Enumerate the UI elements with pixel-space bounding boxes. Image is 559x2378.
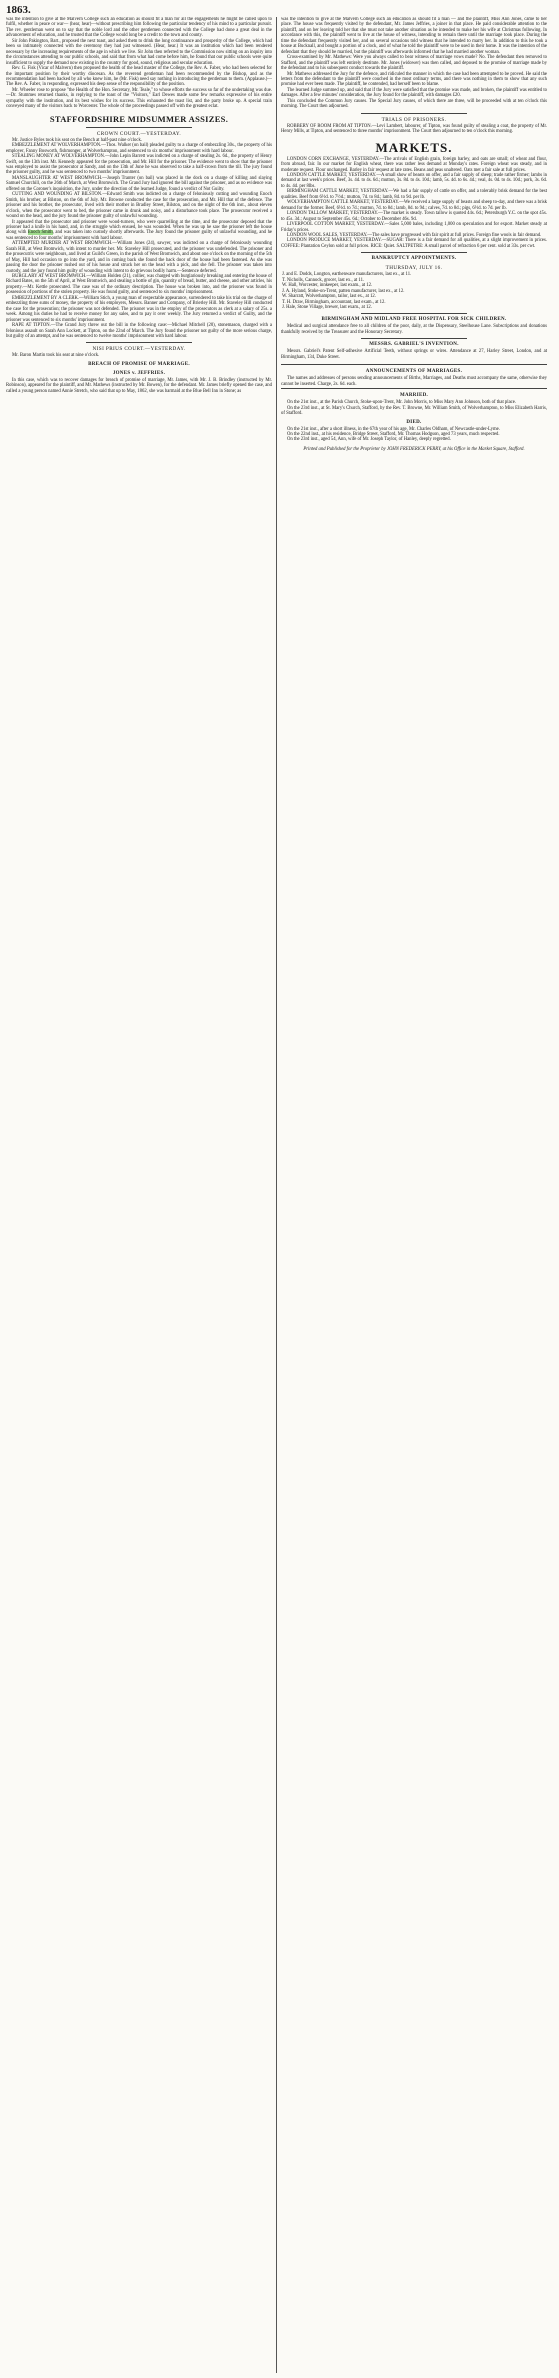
list-item: T. H. Draw, Birmingham, accountant, last exam., at 12. xyxy=(282,299,386,305)
court-case: BURGLARY AT WEST BROMWICH.—William Holden (21), collier, was charged with burglariously breaking and entering the house of Richard Bates, on the 5th of April, at West Bromwich, and stealing a bottle of gin, quantity of bread, butter, and cheese, and other articles, his property.—Mr. Kettle prosecuted. The case was of the ordinary description. The house was broken into, and the prisoner was found in possession of portions of the stolen property. He was found guilty, and sentenced to six months' imprisonment. xyxy=(6,274,272,296)
market-report: WOLVERHAMPTON CATTLE MARKET, YESTERDAY.—We received a large supply of beasts and sheep to-day, and there was a brisk demand for the former. Beef, 6½d. to 7d.; mutton, 7d. to 8d.; lamb, 8d. to 9d.; calves, 7d. to 8d.; pigs, 6½d. to 7d. per lb. xyxy=(281,200,547,211)
bankruptcy-heading: BANKRUPTCY APPOINTMENTS. xyxy=(371,256,457,262)
list-item: J. Hale, Stone Village, brewer, last exam., at 12. xyxy=(282,305,372,311)
divider xyxy=(86,127,192,128)
market-report: LONDON CORN EXCHANGE, YESTERDAY.—The arrivals of English grain, foreign barley, and oats are small; of wheat and flour, from abroad, fair. In our market for English wheat, there was rather less demand at Monday's rates. Foreign wheat was steady, and in moderate request. Flour unchanged. Barley in fair request at late rates. Beans and peas unaltered. Oats met a fair sale at full prices. xyxy=(281,156,547,173)
article-paragraph: Rev. G. Fisk (Vicar of Malvern) then proposed the health of the head master of the College, the Rev. A. Faber, who had been selected for the important position by their worthy diocesan. As the reverend gentleman had been recommended by the Bishop, and as the recommendation had been backed by all who knew him, he (Mr. Fisk) need say nothing in introducing the gentleman to them. (Applause.)—The Rev. A. Faber, in responding, expressed his deep sense of the responsibility of the position. xyxy=(6,66,272,88)
article-paragraph: This concluded the Common Jury causes. The Special Jury causes, of which there are three, will be proceeded with at ten o'clock this morning. The Court then adjourned. xyxy=(281,98,547,110)
case-text: It appeared that the prosecutor and prisoner were wood-turners, who were quarrelling at the time, and the prosecutor deposed that the prisoner had a knife in his hand, and, in the struggle which ensued, he was wounded. When he was up he saw the prisoner left the house along with xyxy=(6,219,272,236)
article-paragraph: was the intention to give at the Malvern College such an education as should fit a man — and the plaintiff, Miss Ann Jones, came to her place. The house was frequently visited by the defendant, Mr. James Jeffries, a joiner in that place. He paid considerable attention to the plaintiff, and on her leaving told her that she must not take another situation as he intended to make her his wife at Christmas following. In accordance with this, the plaintiff went to live at the house of witness, intending to remain there until the marriage took place. During the time the defendant frequently visited her, and on several occasions told witness that he intended to marry her. In addition to this he took a house at Bucknall, and bought a portion of a clock, and of what he told the plaintiff were to be used in their home. It was the intention of the defendant that they should be married, but the plaintiff was afterwards informed that he had married another woman. xyxy=(281,17,547,55)
market-report: LONDON TALLOW MARKET, YESTERDAY.—The market is steady. Town tallow is quoted 44s. 6d.; Petersburgh Y.C. on the spot 45s. to 45s. 3d.; August to September 45s. 6d.; October to December 46s. 9d. xyxy=(281,211,547,222)
divider xyxy=(361,252,467,253)
court-case: CUTTING AND WOUNDING AT BILSTON.—Edward Smith was indicted on a charge of feloniously cutting and wounding Enoch Smith, his brother, at Bilston, on the 6th of July. Mr. Browne conducted the case for the prosecution, and Mr. Hill that of the defence. The prisoner and his brother, the prosecutor, lived with their mother in Bradley Street, Bilston, and on the night of the 6th inst., about eleven o'clock, when the prosecutor went to bed, the prisoner came in drunk and noisy, and a disturbance took place. The prosecutor received a wound on the head, and the jury found the prisoner guilty of unlawful wounding. xyxy=(6,192,272,220)
market-report: LONDON WOOL SALES, YESTERDAY.—The sales have progressed with fair spirit at full prices. Foreign fine wools in fair demand. xyxy=(287,232,542,238)
court-case: MANSLAUGHTER AT WEST BROMWICH.—Joseph Tranter (on bail) was placed in the dock on a charge of killing and slaying Samuel Churchill, on the 26th of March, at West Bromwich. The Grand Jury had ignored the bill against the prisoner, and as no evidence was offered on the Coroner's inquisition, the Jury, under the direction of the learned Judge, found a verdict of Not Guilty. xyxy=(6,175,272,192)
notice-item: On the 23rd inst., at St. Mary's Church, Stafford, by the Rev. T. Browne, Mr. William Smith, of Wolverhampton, to Miss Elizabeth Harris, of Stafford. xyxy=(281,405,547,417)
court-case: ATTEMPTED MURDER AT WEST BROMWICH.—William Jones (24), sawyer, was indicted on a charge of feloniously wounding Sarah Hill, at West Bromwich, with intent to murder her. Mr. Staveley Hill prosecuted, and the prisoner was undefended. The prisoner and the prosecutrix were neighbours, and lived at Guild's Green, in the parish of West Bromwich, and about one o'clock on the morning of the 5th of May, Hill had occasion to go into the yard, and in coming back she found the back door of the house had been fastened. As she was passing the door the prisoner rushed out of his house and struck her on the head with a pick, and she fell. The prisoner was taken into custody, and the jury found him guilty of wounding with intent to do grievous bodily harm.—Sentence deferred. xyxy=(6,241,272,274)
section-heading-staffordshire-assizes: STAFFORDSHIRE MIDSUMMER ASSIZES. xyxy=(49,113,229,124)
notice-item: On the 22nd inst., at his residence, Bridge Street, Stafford, Mr. Thomas Hodgson, aged 73 years, much respected. xyxy=(287,432,500,438)
article-paragraph: The learned Judge summed up, and said that if the Jury were satisfied that the promise was made, and broken, the plaintiff was entitled to damages. After a few minutes' consideration, the Jury found for the plaintiff, with damages £20. xyxy=(281,87,547,99)
right-column xyxy=(277,17,547,2373)
columns xyxy=(6,17,553,2373)
announcement-box xyxy=(281,364,547,389)
court-intro: Mr. Baron Martin took his seat at nine o'clock. xyxy=(12,353,100,359)
list-item: J. A. Hyland, Stoke-on-Trent, patten manufacturer, last ex., at 12. xyxy=(282,288,405,294)
notice-item: On the 23rd inst., aged 54, Ann, wife of Mr. Joseph Taylor, of Hanley, deeply regretted. xyxy=(287,437,451,443)
page-year: 1863. xyxy=(6,4,31,16)
case-parties: JONES v. JEFFRIES. xyxy=(112,370,166,376)
married-heading: MARRIED. xyxy=(399,393,429,399)
notice-item: On the 21st inst., at the Parish Church, Stoke-upon-Trent, Mr. John Morris, to Miss Mary Ann Johnson, both of that place. xyxy=(287,400,516,406)
section-heading-markets: MARKETS. xyxy=(375,139,453,155)
announcement-heading: ANNOUNCEMENTS OF MARRIAGES. xyxy=(365,369,463,375)
left-column xyxy=(6,17,276,2373)
list-item: W. Hall, Worcester, innkeeper, last exam., at 12. xyxy=(282,283,373,289)
highlighted-name: Enoch Smith xyxy=(27,230,53,236)
article-paragraph: Mr. Wheeler rose to propose "the Health of the Hon. Secretary, Mr. Teale," to whose efforts the success so far of the undertaking was due.—Dr. Stummes returned thanks, in replying to the toast of the "Visitors," Earl Dewes made some few remarks expressive of his entire sympathy with the institution, and its best wishes for its success. This exhausted the toast list, and the party broke up. A special train conveyed many of the visitors back to Worcester. The whole of the proceedings passed off with the greatest eclat. xyxy=(6,87,272,110)
article-paragraph: Sir John Pakington, Bart., proposed the next toast, and asked them to drink the long continuance and prosperity of the College, which had been so intimately connected with the ceremony they had just witnessed. (Hear, hear.) It was an institution which had been rendered necessary by the increasing requirements of the age in which we live. Sir John then referred to the Commission now sitting on an inquiry into the circumstances attending to our public schools, and said that from what had come before him, he found that our public schools were quite insufficient to supply the demand now existing in the country for good, sound, religious and secular education. xyxy=(6,38,272,66)
divider xyxy=(361,338,467,339)
subheading-trials: TRIALS OF PRISONERS. xyxy=(381,116,447,123)
bankruptcy-date: THURSDAY, JULY 16. xyxy=(385,265,443,272)
market-report: LONDON PRODUCE MARKET, YESTERDAY.—SUGAR: There is a fair demand for all qualities, at a slight improvement in prices. COFFEE: Plantation Ceylon sold at full prices. RICE: Quiet. SALTPETRE: A small parcel of refraction 6 per cent. sold at 33s. per cwt. xyxy=(281,238,547,249)
court-intro: Mr. Justice Byles took his seat on the Bench at half-past nine o'clock. xyxy=(12,137,142,143)
market-report: LIVERPOOL COTTON MARKET, YESTERDAY.—Sales 5,000 bales, including 1,000 on speculation and for export. Market steady at Friday's prices. xyxy=(281,222,547,233)
announcement-text: The names and addresses of persons sending announcements of Births, Marriages, and Deaths must accompany the same, otherwise they cannot be inserted. Charge, 2s. 6d. each. xyxy=(281,376,547,387)
divider xyxy=(361,113,467,114)
court-case: RAPE AT TIPTON.—The Grand Jury threw out the bill in the following case:—Michael Mitchell (20), stonemason, charged with a felonious assault on Sarah Ann Lockett, at Tipton, on the 22nd of March. The Jury found the prisoner not guilty of the more serious charge, but guilty of an attempt, and he was sentenced to twelve months' imprisonment with hard labour. xyxy=(6,323,272,340)
died-heading: DIED. xyxy=(406,419,422,425)
market-report: LONDON CATTLE MARKET, YESTERDAY.—A small show of beasts on offer, and a fair supply of sheep; trade rather firmer; lambs in demand at last week's prices. Beef, 3s. 4d. to 4s. 6d.; mutton, 3s. 8d. to 4s. 10d.; lamb, 5s. 4d. to 6s. 4d.; veal, 4s. 0d. to 4s. 10d.; pork, 3s. 6d. to 4s. 4d. per 8lbs. xyxy=(281,172,547,189)
bankruptcy-list xyxy=(281,272,547,310)
notice-item: On the 21st inst., after a short illness, in the 67th year of his age, Mr. Charles Oldham, of Newcastle-under-Lyme. xyxy=(287,426,500,432)
court-case: EMBEZZLEMENT BY A CLERK.—William Stich, a young man of respectable appearance, surrendered to take his trial on the charge of embezzling three sums of money, the property of his employers, Messrs. Banner and Company, of Brierley Hill. Mr. Staveley Hill conducted the case for the prosecution; the prisoner was not defended. The prisoner was in the employ of the prosecutors as clerk at a salary of 25s. a week. Among his duties he had to receive money for any sales, and to pay it over weekly. The Jury returned a verdict of Guilty, and the prisoner was sentenced to six months' imprisonment. xyxy=(6,295,272,323)
advertisement: Medical and surgical attendance free to all children of the poor, daily, at the Dispensary, Steelhouse Lane. Subscriptions and donations thankfully received by the Treasurer and the Honorary Secretary. xyxy=(281,324,547,335)
list-item: T. Nicholls, Cannock, grocer, last ex., at 11. xyxy=(282,277,365,283)
case-heading: BREACH OF PROMISE OF MARRIAGE. xyxy=(88,361,190,367)
list-item: J. and E. Dodds, Longton, earthenware manufacturers, last ex., at 11. xyxy=(282,272,412,278)
court-case: EMBEZZLEMENT AT WOLVERHAMPTON.—Thos. Walker (on bail) pleaded guilty to a charge of embezzling 30s., the property of his employer, Fanny Bosworth, fishmonger, at Wolverhampton, and sentenced to six months' imprisonment with hard labour. xyxy=(6,143,272,154)
divider xyxy=(361,313,467,314)
market-report: BIRMINGHAM CATTLE MARKET, YESTERDAY.—We had a fair supply of cattle on offer, and a tolerably brisk demand for the best qualities. Beef from 6½d. to 7½d.; mutton, 7d. to 8d.; lamb, 8d. to 9d. per lb. xyxy=(281,189,547,200)
article-paragraph: Mr. Mathews addressed the Jury for the defence, and ridiculed the manner in which the case had been attempted to be proved. He said the letters from the defendant to the plaintiff were couched in the most ordinary terms, and there was nothing in them to show that any such promise had ever been made. The plaintiff, he contended, had herself been to blame. xyxy=(281,71,547,88)
hospital-heading: BIRMINGHAM AND MIDLAND FREE HOSPITAL FOR SICK CHILDREN. xyxy=(321,317,507,323)
court-case: In this case, which was to recover damages for breach of promise of marriage, Mr. James, with Mr. J. B. Brindley (instructed by Mr. Robinson), appeared for the plaintiff, and Mr. Mathews (instructed by Mr. Bowen), for the defendant. Mr. James briefly opened the case, and called a young person named Annie Stretch, who said that up to May, 1862, she was barmaid at the Blue Bell Inn in Stone; as xyxy=(6,377,272,394)
case-text: , and was taken into custody shortly afterwards. The Jury found the prisoner guilty of unlawful wounding, and he was sentenced to four months' imprisonment with hard labour. xyxy=(6,230,273,241)
article-paragraph: was the intention to give at the Malvern College such an education as should fit a man for all the engagements he might be called upon to fulfil, whether in peace or war— (hear, hear)—without prescribing him following the particular tendency of his mind to a particular pursuit. The rev. gentleman went on to say that the noble lord and the other gentlemen connected with the College had done a great deal in the advancement of education, and he trusted that the College would long be a credit to the town and county. xyxy=(6,17,272,39)
divider xyxy=(86,342,192,343)
article-paragraph: ROBBERY OF ROOM FROM AT TIPTON.—Levi Lambert, labourer, of Tipton, was found guilty of stealing a coat, the property of Mr. Henry Mills, at Tipton, and sentenced to three months' imprisonment. The Court then adjourned to ten o'clock this morning. xyxy=(281,123,547,135)
court-case: STEALING MONEY AT WOLVERHAMPTON.—John Lepin Barrett was indicted on a charge of stealing 2s. 6d., the property of Henry Swift, on the 13th inst. Mr. Kennedy appeared for the prosecution, and Mr. Hill for the prisoner. The evidence went to show that the prisoner was employed to assist the prosecutor at Sandy, and on the 13th of June he was observed to take a half-crown from the till. The jury found the prisoner guilty, and he was sentenced to two months' imprisonment. xyxy=(6,154,272,176)
printer-imprint: Printed and Published for the Proprietor by JOHN FREDERICK PERRY, at his Office in the Market Square, Stafford. xyxy=(303,446,525,452)
gabriel-heading: MESSRS. GABRIEL'S INVENTION. xyxy=(369,342,459,348)
article-paragraph: Cross-examined by Mr. Mathews: Were you always called to bear witness of marriage vows made? No. The defendant then removed to Stafford, and the plaintiff was left entirely destitute. Mr. Jones (widower) was then called, and deposed to the promise of marriage made by the defendant and to his subsequent conduct towards the plaintiff. xyxy=(281,55,547,72)
subheading-nisi-prius: NISI PRIUS COURT.—YESTERDAY. xyxy=(92,346,186,353)
subheading-crown-court: CROWN COURT.—YESTERDAY. xyxy=(96,130,182,137)
list-item: W. Sharratt, Wolverhampton, tailor, last ex., at 12. xyxy=(282,294,376,300)
court-case xyxy=(6,220,272,242)
advertisement: Messrs. Gabriel's Patent Self-adhesive Artificial Teeth, without springs or wires. Attendance at 27, Harley Street, London, and at Birmingham, 134, Duke Street. xyxy=(281,349,547,360)
